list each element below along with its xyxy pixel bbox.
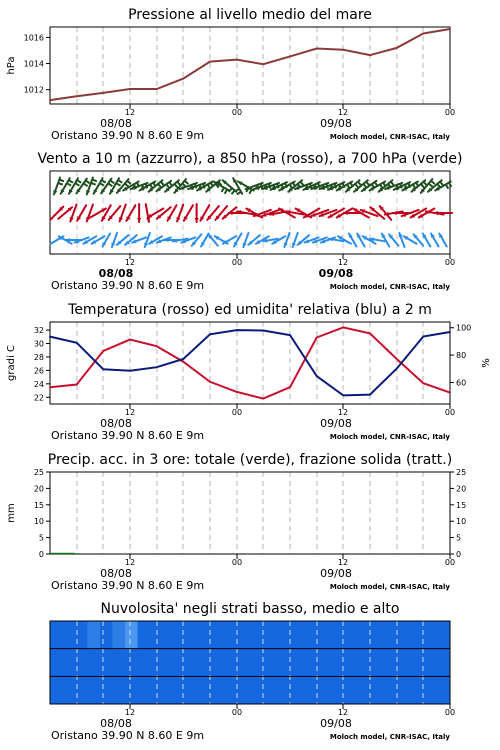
- panel-3-title: Temperatura (rosso) ed umidita' relativa (blu) a 2 m: [68, 302, 432, 318]
- cloud-cell-alto: [263, 621, 276, 649]
- temperature-point: [262, 398, 264, 400]
- wind-arrow: [103, 234, 111, 247]
- cloud-cell-medio: [150, 649, 163, 677]
- temperature-point: [316, 337, 318, 339]
- cloud-cell-alto: [313, 621, 326, 649]
- cloud-cell-basso: [263, 676, 276, 704]
- wind-barb: [125, 184, 129, 187]
- time-gridlines: [77, 472, 423, 554]
- pressure-point: [49, 99, 51, 101]
- pressure-point: [316, 48, 318, 50]
- cloud-cell-basso: [338, 676, 351, 704]
- wind-arrow: [431, 234, 439, 247]
- panel-1: [6, 7, 455, 142]
- wind-barb: [91, 183, 96, 185]
- pressure-point: [289, 55, 291, 57]
- wind-barb: [235, 189, 239, 192]
- cloud-cell-basso: [363, 676, 376, 704]
- wind-arrow: [192, 234, 202, 245]
- x-tick-label: 12: [337, 108, 349, 117]
- cloud-cell-alto: [63, 621, 76, 649]
- wind-arrow-head: [194, 218, 198, 222]
- humidity-point: [422, 336, 424, 338]
- pressure-point: [102, 92, 104, 94]
- wind-arrow: [176, 205, 183, 222]
- wind-barb: [222, 188, 225, 192]
- cloud-cell-medio: [175, 649, 188, 677]
- date-label: 09/08: [318, 267, 354, 280]
- cloud-cell-medio: [275, 649, 288, 677]
- wind-barb: [446, 184, 449, 188]
- humidity-point: [342, 394, 344, 396]
- cloud-cell-alto: [150, 621, 163, 649]
- wind-arrow: [77, 205, 86, 221]
- cloud-cell-basso: [225, 676, 238, 704]
- cloud-cell-basso: [163, 676, 176, 704]
- y-tick-label-right: 100: [456, 323, 472, 333]
- cloud-cell-medio: [400, 649, 413, 677]
- cloud-cell-medio: [325, 649, 338, 677]
- x-tick-label: 12: [124, 108, 136, 117]
- temperature-point: [369, 333, 371, 335]
- y-axis-label: mm: [6, 503, 17, 523]
- y-tick-label-right: 20: [456, 484, 467, 494]
- model-credit: Moloch model, CNR-ISAC, Italy: [329, 733, 450, 741]
- cloud-cell-basso: [313, 676, 326, 704]
- wind-barb: [174, 184, 177, 188]
- y-tick-label-left: 15: [33, 500, 44, 510]
- cloud-cell-medio: [113, 649, 126, 677]
- temperature-point: [156, 345, 158, 347]
- time-gridlines: [77, 27, 423, 104]
- wind-arrow: [86, 205, 93, 222]
- cloud-cell-basso: [413, 676, 426, 704]
- x-tick-label: 00: [444, 108, 456, 117]
- wind-arrow: [284, 233, 290, 247]
- cloud-cell-alto: [425, 621, 438, 649]
- date-label: 09/08: [320, 417, 352, 430]
- cloud-cell-medio: [350, 649, 363, 677]
- date-label: 09/08: [320, 567, 352, 580]
- cloud-cell-basso: [200, 676, 213, 704]
- cloud-cell-medio: [138, 649, 151, 677]
- date-label: 08/08: [100, 717, 132, 730]
- wind-barb: [59, 180, 64, 182]
- cloud-cell-alto: [213, 621, 226, 649]
- wind-row-10-m: [51, 233, 447, 247]
- cloud-cell-basso: [50, 676, 63, 704]
- cloud-cell-medio: [438, 649, 451, 677]
- cloud-cell-basso: [238, 676, 251, 704]
- pressure-point: [76, 95, 78, 97]
- pressure-point: [236, 59, 238, 61]
- station-info: Oristano 39.90 N 8.60 E 9m: [51, 429, 205, 442]
- cloud-cell-alto: [438, 621, 451, 649]
- wind-barb: [391, 182, 394, 186]
- cloud-cell-basso: [438, 676, 451, 704]
- cloud-cell-basso: [250, 676, 263, 704]
- model-credit: Moloch model, CNR-ISAC, Italy: [329, 433, 450, 441]
- station-info: Oristano 39.90 N 8.60 E 9m: [51, 579, 205, 592]
- cloud-cell-medio: [338, 649, 351, 677]
- pressure-point: [129, 88, 131, 90]
- wind-arrow: [357, 234, 365, 247]
- model-credit: Moloch model, CNR-ISAC, Italy: [329, 583, 450, 591]
- cloud-cell-alto: [238, 621, 251, 649]
- wind-barb: [231, 190, 234, 194]
- wind-barb: [75, 183, 79, 186]
- cloud-cell-medio: [213, 649, 226, 677]
- temperature-point: [209, 381, 211, 383]
- y-tick-label-right: 10: [456, 517, 467, 527]
- wind-barb: [58, 183, 63, 185]
- cloud-cell-alto: [113, 621, 126, 649]
- y-tick-label-left: 26: [33, 366, 44, 376]
- wind-barb: [185, 181, 189, 184]
- wind-arrow: [126, 205, 135, 221]
- cloud-cell-basso: [75, 676, 88, 704]
- wind-barb: [108, 183, 112, 186]
- wind-arrow: [349, 234, 357, 247]
- cloud-cell-alto: [388, 621, 401, 649]
- humidity-point: [262, 330, 264, 332]
- panel-frame: [50, 472, 450, 554]
- temperature-line: [50, 327, 450, 398]
- y-tick-label-left: 28: [33, 352, 44, 362]
- precip-bar: [50, 553, 75, 554]
- cloud-cell-medio: [63, 649, 76, 677]
- panel-5-title: Nuvolosita' negli strati basso, medio e alto: [100, 601, 400, 617]
- y-tick-label-right: 25: [456, 468, 467, 477]
- cloud-cell-medio: [288, 649, 301, 677]
- pressure-point: [449, 28, 451, 30]
- cloud-cell-alto: [275, 621, 288, 649]
- cloud-cell-basso: [150, 676, 163, 704]
- x-tick-label: 12: [124, 408, 136, 417]
- cloud-cell-basso: [375, 676, 388, 704]
- humidity-point: [236, 329, 238, 331]
- station-info: Oristano 39.90 N 8.60 E 9m: [51, 129, 205, 142]
- cloud-cell-alto: [88, 621, 101, 649]
- x-tick-label: 00: [231, 408, 243, 417]
- x-tick-label: 12: [124, 558, 136, 567]
- wind-barb: [86, 180, 90, 183]
- pressure-point: [342, 49, 344, 51]
- cloud-cell-basso: [63, 676, 76, 704]
- humidity-point: [182, 358, 184, 360]
- cloud-cell-medio: [163, 649, 176, 677]
- x-tick-label: 00: [231, 258, 243, 267]
- temperature-point: [289, 386, 291, 388]
- cloud-cell-medio: [88, 649, 101, 677]
- cloud-cell-basso: [100, 676, 113, 704]
- cloud-cell-basso: [388, 676, 401, 704]
- cloud-cell-basso: [88, 676, 101, 704]
- wind-barb: [161, 182, 164, 186]
- date-label: 08/08: [100, 117, 132, 130]
- cloud-cell-alto: [325, 621, 338, 649]
- pressure-point: [422, 33, 424, 35]
- cloud-cells: [50, 621, 450, 704]
- cloud-cell-alto: [338, 621, 351, 649]
- y-tick-label-left: 10: [33, 517, 44, 527]
- cloud-cell-alto: [300, 621, 313, 649]
- y-axis-label-right: %: [481, 358, 492, 368]
- cloud-cell-basso: [350, 676, 363, 704]
- cloud-cell-medio: [225, 649, 238, 677]
- humidity-point: [156, 366, 158, 368]
- wind-arrow-head: [434, 211, 438, 215]
- panel-5: [50, 601, 455, 742]
- cloud-cell-basso: [213, 676, 226, 704]
- wind-barb: [67, 183, 71, 186]
- cloud-cell-medio: [238, 649, 251, 677]
- humidity-point: [289, 334, 291, 336]
- cloud-cell-basso: [325, 676, 338, 704]
- humidity-point: [76, 342, 78, 344]
- temperature-point: [236, 391, 238, 393]
- station-info: Oristano 39.90 N 8.60 E 9m: [51, 279, 205, 292]
- y-tick-label: 1012: [23, 85, 44, 95]
- cloud-cell-basso: [113, 676, 126, 704]
- cloud-cell-alto: [250, 621, 263, 649]
- cloud-cell-alto: [188, 621, 201, 649]
- wind-barb: [116, 183, 120, 186]
- panel-4: [6, 452, 466, 592]
- wind-barb: [225, 189, 228, 193]
- temperature-point: [342, 326, 344, 328]
- y-tick-label-right: 15: [456, 500, 467, 510]
- x-tick-label: 00: [444, 558, 456, 567]
- pressure-point: [396, 47, 398, 49]
- cloud-cell-medio: [263, 649, 276, 677]
- cloud-cell-alto: [400, 621, 413, 649]
- cloud-cell-medio: [363, 649, 376, 677]
- wind-arrow: [201, 234, 209, 247]
- cloud-cell-basso: [300, 676, 313, 704]
- wind-arrow: [146, 204, 151, 222]
- y-axis-label-left: gradi C: [6, 345, 17, 381]
- cloud-cell-alto: [225, 621, 238, 649]
- cloud-cell-medio: [425, 649, 438, 677]
- date-label: 08/08: [100, 567, 132, 580]
- cloud-cell-basso: [425, 676, 438, 704]
- pressure-point: [369, 54, 371, 56]
- y-tick-label-left: 24: [33, 379, 44, 389]
- wind-barb: [429, 184, 433, 187]
- model-credit: Moloch model, CNR-ISAC, Italy: [329, 133, 450, 141]
- cloud-cell-alto: [200, 621, 213, 649]
- cloud-cell-basso: [400, 676, 413, 704]
- cloud-cell-medio: [250, 649, 263, 677]
- cloud-cell-medio: [188, 649, 201, 677]
- y-tick-label-left: 22: [33, 393, 44, 403]
- wind-barb: [118, 180, 122, 183]
- wind-arrow: [137, 204, 141, 222]
- cloud-cell-alto: [375, 621, 388, 649]
- cloud-cell-basso: [288, 676, 301, 704]
- y-tick-label-left: 0: [38, 550, 44, 559]
- cloud-cell-medio: [125, 649, 138, 677]
- x-tick-label: 00: [231, 108, 243, 117]
- panel-frame: [50, 322, 450, 404]
- date-label: 08/08: [98, 267, 134, 280]
- wind-arrow: [144, 233, 150, 247]
- cloud-cell-basso: [125, 676, 138, 704]
- temperature-point: [49, 386, 51, 388]
- wind-arrow: [223, 236, 236, 244]
- wind-barb: [69, 180, 73, 183]
- wind-barb: [431, 181, 435, 184]
- wind-barb: [300, 182, 303, 186]
- station-info: Oristano 39.90 N 8.60 E 9m: [51, 729, 205, 742]
- pressure-point: [262, 63, 264, 65]
- wind-barb: [92, 180, 97, 182]
- wind-barb: [83, 183, 87, 186]
- cloud-cell-alto: [138, 621, 151, 649]
- wind-arrow-head: [393, 211, 397, 215]
- wind-barb: [440, 182, 443, 186]
- cloud-cell-alto: [100, 621, 113, 649]
- temperature-point: [396, 358, 398, 360]
- wind-barb: [366, 182, 369, 186]
- wind-arrow: [423, 234, 431, 247]
- wind-arrow-head: [137, 218, 141, 222]
- y-tick-label-right: 0: [456, 550, 462, 559]
- pressure-point: [209, 61, 211, 63]
- panel-2-title: Vento a 10 m (azzurro), a 850 hPa (rosso), a 700 hPa (verde): [37, 151, 463, 167]
- cloud-cell-medio: [50, 649, 63, 677]
- cloud-cell-medio: [375, 649, 388, 677]
- y-tick-label-left: 25: [33, 468, 44, 477]
- panel-4-title: Precip. acc. in 3 ore: totale (verde), frazione solida (tratt.): [47, 452, 453, 468]
- y-tick-label-right: 5: [456, 533, 462, 543]
- wind-barb: [229, 188, 232, 192]
- x-tick-label: 12: [124, 258, 136, 267]
- wind-arrow: [184, 205, 193, 221]
- humidity-point: [369, 394, 371, 396]
- temperature-point: [102, 350, 104, 352]
- y-tick-label: 1016: [23, 33, 44, 43]
- wind-barb: [355, 184, 358, 188]
- y-tick-label-left: 32: [33, 326, 44, 336]
- humidity-line: [50, 330, 450, 395]
- y-tick-label-left: 5: [38, 533, 44, 543]
- wind-barb: [110, 180, 114, 183]
- y-tick-label: 1014: [23, 59, 44, 69]
- temperature-point: [182, 361, 184, 363]
- cloud-cell-medio: [100, 649, 113, 677]
- wind-arrow: [234, 234, 242, 247]
- x-tick-label: 12: [337, 558, 349, 567]
- wind-arrow: [414, 234, 424, 245]
- wind-arrow: [109, 206, 121, 220]
- wind-barb: [449, 183, 452, 187]
- humidity-point: [209, 333, 211, 335]
- x-tick-label: 12: [337, 408, 349, 417]
- cloud-cell-alto: [50, 621, 63, 649]
- wind-barb: [421, 184, 424, 188]
- date-label: 09/08: [320, 117, 352, 130]
- humidity-point: [316, 375, 318, 377]
- panel-3: [6, 302, 492, 442]
- date-label: 09/08: [320, 717, 352, 730]
- cloud-cell-medio: [388, 649, 401, 677]
- wind-arrow: [439, 234, 447, 247]
- x-tick-label: 00: [444, 258, 456, 267]
- pressure-point: [156, 88, 158, 90]
- cloud-cell-alto: [288, 621, 301, 649]
- humidity-point: [396, 368, 398, 370]
- y-tick-label-left: 30: [33, 339, 44, 349]
- cloud-cell-alto: [163, 621, 176, 649]
- temperature-point: [129, 339, 131, 341]
- wind-arrow: [194, 204, 198, 222]
- cloud-cell-basso: [275, 676, 288, 704]
- pressure-point: [182, 78, 184, 80]
- humidity-point: [449, 331, 451, 333]
- x-tick-label: 12: [337, 708, 349, 717]
- cloud-cell-basso: [138, 676, 151, 704]
- temperature-point: [422, 382, 424, 384]
- temperature-point: [449, 392, 451, 394]
- x-tick-label: 12: [337, 258, 349, 267]
- x-tick-label: 12: [124, 708, 136, 717]
- pressure-line: [50, 29, 450, 100]
- wind-row-850-hPa: [51, 204, 452, 222]
- y-tick-label-left: 20: [33, 484, 44, 494]
- humidity-point: [129, 370, 131, 372]
- wind-row-700-hPa: [53, 178, 451, 195]
- temperature-point: [76, 384, 78, 386]
- cloud-cell-basso: [175, 676, 188, 704]
- cloud-cell-basso: [188, 676, 201, 704]
- humidity-point: [102, 368, 104, 370]
- y-tick-label-right: 60: [456, 378, 467, 388]
- cloud-cell-alto: [125, 621, 138, 649]
- y-tick-label-right: 80: [456, 351, 467, 361]
- wind-barb: [358, 182, 361, 186]
- panel-2: [37, 151, 462, 292]
- cloud-cell-medio: [300, 649, 313, 677]
- cloud-cell-alto: [175, 621, 188, 649]
- wind-barb: [249, 189, 252, 193]
- cloud-cell-medio: [200, 649, 213, 677]
- x-tick-label: 00: [231, 558, 243, 567]
- x-tick-label: 00: [444, 408, 456, 417]
- x-tick-label: 00: [231, 708, 243, 717]
- humidity-point: [49, 336, 51, 338]
- wind-barb: [101, 180, 105, 183]
- cloud-cell-alto: [350, 621, 363, 649]
- x-tick-label: 00: [444, 708, 456, 717]
- model-credit: Moloch model, CNR-ISAC, Italy: [329, 283, 450, 291]
- cloud-cell-alto: [363, 621, 376, 649]
- cloud-cell-medio: [313, 649, 326, 677]
- date-label: 08/08: [100, 417, 132, 430]
- wind-arrow: [399, 233, 405, 247]
- panel-1-title: Pressione al livello medio del mare: [128, 7, 372, 23]
- y-axis-label: hPa: [6, 56, 17, 75]
